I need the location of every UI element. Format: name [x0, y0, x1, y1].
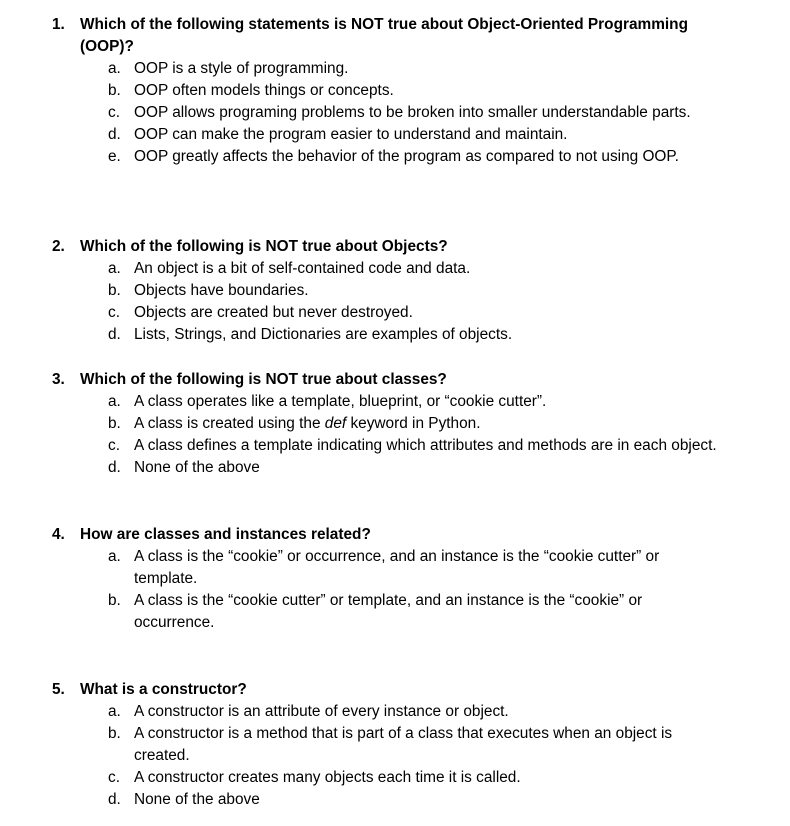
option-b: [0, 723, 790, 767]
option-letter: a.: [108, 393, 121, 410]
option-letter: b.: [108, 415, 121, 432]
option-list: [0, 546, 790, 634]
question-5: [0, 679, 790, 811]
option-letter: a.: [108, 703, 121, 720]
option-b: [0, 80, 790, 102]
option-text: OOP can make the program easier to understand and maintain.: [134, 126, 568, 143]
question-stem: [0, 369, 790, 391]
option-letter: b.: [108, 592, 121, 609]
option-text-before: A class is created using the: [134, 415, 325, 432]
option-text: None of the above: [134, 459, 260, 476]
question-number: 5.: [52, 681, 65, 698]
option-text: Objects are created but never destroyed.: [134, 304, 413, 321]
question-text: How are classes and instances related?: [80, 526, 371, 543]
question-stem: [0, 679, 790, 701]
option-letter: b.: [108, 725, 121, 742]
option-text: None of the above: [134, 791, 260, 808]
question-text: What is a constructor?: [80, 681, 247, 698]
option-c: [0, 102, 790, 124]
option-text: A class is the “cookie cutter” or template, and an instance is the “cookie” or occurrence.: [134, 592, 643, 631]
option-letter: b.: [108, 282, 121, 299]
option-d: [0, 789, 790, 811]
option-text: OOP greatly affects the behavior of the program as compared to not using OOP.: [134, 148, 679, 165]
question-text: Which of the following is NOT true about classes?: [80, 371, 447, 388]
question-text: Which of the following statements is NOT true about Object-Oriented Programming (OOP)?: [80, 16, 688, 55]
option-letter: d.: [108, 791, 121, 808]
question-4: [0, 524, 790, 634]
option-text: An object is a bit of self-contained code and data.: [134, 260, 471, 277]
option-a: [0, 58, 790, 80]
option-b: [0, 280, 790, 302]
option-b: [0, 590, 790, 634]
question-stem: [0, 14, 790, 58]
option-a: [0, 258, 790, 280]
option-letter: e.: [108, 148, 121, 165]
option-letter: a.: [108, 60, 121, 77]
option-c: [0, 767, 790, 789]
option-letter: c.: [108, 304, 120, 321]
question-text: Which of the following is NOT true about Objects?: [80, 238, 448, 255]
option-text: Objects have boundaries.: [134, 282, 309, 299]
question-number: 2.: [52, 238, 65, 255]
option-letter: c.: [108, 437, 120, 454]
option-text: OOP often models things or concepts.: [134, 82, 394, 99]
option-text: A class defines a template indicating which attributes and methods are in each object.: [134, 437, 717, 454]
option-letter: c.: [108, 104, 120, 121]
option-text: OOP allows programing problems to be broken into smaller understandable parts.: [134, 104, 691, 121]
option-text: A constructor is an attribute of every instance or object.: [134, 703, 509, 720]
option-text: A constructor is a method that is part of a class that executes when an object is created.: [134, 725, 673, 764]
option-text: OOP is a style of programming.: [134, 60, 349, 77]
question-stem: [0, 524, 790, 546]
option-d: [0, 124, 790, 146]
option-e: [0, 146, 790, 168]
question-stem: [0, 236, 790, 258]
option-text: A constructor creates many objects each time it is called.: [134, 769, 521, 786]
option-c: [0, 302, 790, 324]
option-b: [0, 413, 790, 435]
option-text: A class operates like a template, blueprint, or “cookie cutter”.: [134, 393, 547, 410]
option-letter: a.: [108, 548, 121, 565]
option-letter: d.: [108, 459, 121, 476]
option-list: [0, 701, 790, 811]
option-text: Lists, Strings, and Dictionaries are examples of objects.: [134, 326, 513, 343]
option-letter: c.: [108, 769, 120, 786]
option-list: [0, 258, 790, 346]
question-3: [0, 369, 790, 479]
option-letter: d.: [108, 326, 121, 343]
question-1: [0, 14, 790, 168]
option-a: [0, 701, 790, 723]
option-c: [0, 435, 790, 457]
option-a: [0, 546, 790, 590]
option-d: [0, 457, 790, 479]
option-list: [0, 58, 790, 168]
option-list: [0, 391, 790, 479]
question-number: 3.: [52, 371, 65, 388]
option-text-after: keyword in Python.: [346, 415, 481, 432]
option-a: [0, 391, 790, 413]
question-number: 4.: [52, 526, 65, 543]
option-text: A class is the “cookie” or occurrence, and an instance is the “cookie cutter” or template.: [134, 548, 660, 587]
question-2: [0, 236, 790, 346]
option-letter: b.: [108, 82, 121, 99]
option-text-keyword: def: [324, 415, 347, 432]
option-letter: d.: [108, 126, 121, 143]
option-d: [0, 324, 790, 346]
option-letter: a.: [108, 260, 121, 277]
question-number: 1.: [52, 16, 65, 33]
